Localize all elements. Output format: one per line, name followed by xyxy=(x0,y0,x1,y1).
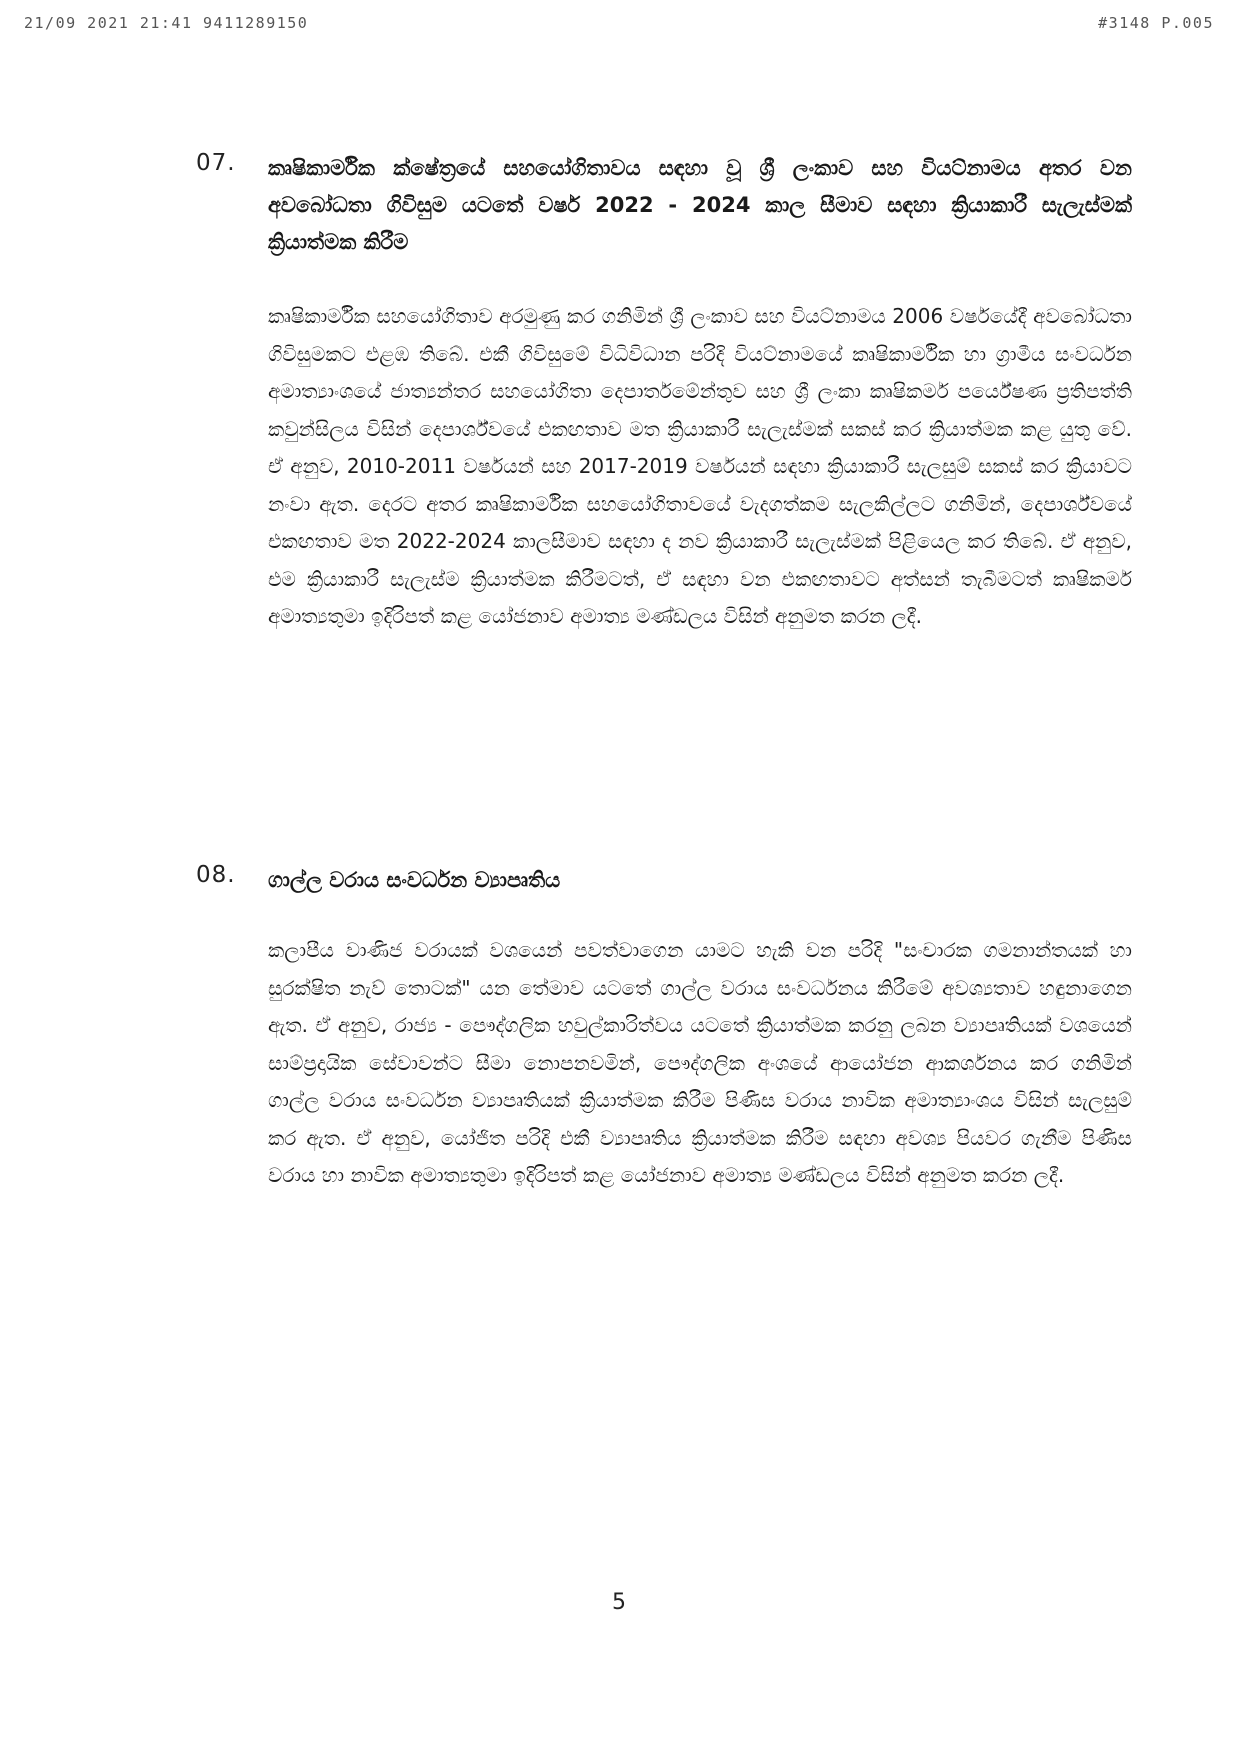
fax-header-page-ref: #3148 P.005 xyxy=(1098,14,1214,32)
section-title: කෘෂිකාර්මික ක්ෂේත්‍රයේ සහයෝගිතාවය සඳහා වූ ශ්‍රී ලංකාව සහ වියට්නාමය අතර වන අවබෝධතා ගිවිසුම යටතේ වර්ෂ 2022 - 2024 කාල සීමාව සඳහා ක්‍රියාකාරී සැලැස්මක් ක්‍රියාත්මක කිරීම xyxy=(268,156,1132,254)
section-number: 08. xyxy=(196,862,236,888)
fax-header-date-number: 21/09 2021 21:41 9411289150 xyxy=(24,14,309,32)
section-body: කෘෂිකාර්මික සහයෝගිතාව අරමුණු කර ගනිමින් ශ්‍රී ලංකාව සහ වියට්නාමය 2006 වර්ෂයේදී අවබෝධතා ගිවිසුමකට එළඹ තිබේ. එකී ගිවිසුමේ විධිවිධාන පරිදි වියට්නාමයේ කෘෂිකාර්මික හා ග්‍රාමීය සංවර්ධන අමාත්‍යාංශයේ ජාත්‍යන්තර සහයෝගිතා දෙපාර්තමේන්තුව සහ ශ්‍රී ලංකා කෘෂිකර්ම පර්යේෂණ ප්‍රතිපත්ති කවුන්සිලය විසින් දෙපාර්ශ්වයේ එකඟතාව මත ක්‍රියාකාරී සැලැස්මක් සකස් කර ක්‍රියාත්මක කළ යුතු වේ. ඒ අනුව, 2010-2011 වර්ෂයන් සහ 2017-2019 වර්ෂයන් සඳහා ක්‍රියාකාරී සැලසුම් සකස් කර ක්‍රියාවට නංවා ඇත. දෙරට අතර කෘෂිකාර්මික සහයෝගිතාවයේ වැදගත්කම සැලකිල්ලට ගනිමින්, දෙපාර්ශ්වයේ එකඟතාව මත 2022-2024 කාලසීමාව සඳහා ද නව ක්‍රියාකාරී සැලැස්මක් පිළියෙල කර තිබේ. ඒ අනුව, එම ක්‍රියාකාරී සැලැස්ම ක්‍රියාත්මක කිරීමටත්, ඒ සඳහා වන එකඟතාවට අත්සන් තැබීමටත් කෘෂිකර්ම අමාත්‍යතුමා ඉදිරිපත් කළ යෝජනාව අමාත්‍ය මණ්ඩලය විසින් අනුමත කරන ලදී. xyxy=(268,304,1132,628)
section-title: ගාල්ල වරාය සංවර්ධන ව්‍යාපෘතිය xyxy=(268,868,561,892)
section-body: කලාපීය වාණිජ වරායක් වශයෙන් පවත්වාගෙන යාමට හැකි වන පරිදි "සංචාරක ගමනාන්තයක් හා සුරක්ෂිත නැව් තොටක්" යන තේමාව යටතේ ගාල්ල වරාය සංවර්ධනය කිරීමේ අවශ්‍යතාව හඳුනාගෙන ඇත. ඒ අනුව, රාජ්‍ය - පෞද්ගලික හවුල්කාරිත්වය යටතේ ක්‍රියාත්මක කරනු ලබන ව්‍යාපෘතියක් වශයෙන් සාම්ප්‍රදායික සේවාවන්ට සීමා නොපනවමින්, පෞද්ගලික අංශයේ ආයෝජන ආකර්ශනය කර ගනිමින් ගාල්ල වරාය සංවර්ධන ව්‍යාපෘතියක් ක්‍රියාත්මක කිරීම පිණිස වරාය නාවික අමාත්‍යාංශය විසින් සැලසුම් කර ඇත. ඒ අනුව, යෝජිත පරිදි එකී ව්‍යාපෘතිය ක්‍රියාත්මක කිරීම සඳහා අවශ්‍ය පියවර ගැනීම පිණිස වරාය හා නාවික අමාත්‍යතුමා ඉදිරිපත් කළ යෝජනාව අමාත්‍ය මණ්ඩලය විසින් අනුමත කරන ලදී. xyxy=(268,938,1132,1187)
section-number: 07. xyxy=(196,150,236,176)
page-number: 5 xyxy=(612,1590,626,1615)
fax-header xyxy=(24,14,1214,36)
